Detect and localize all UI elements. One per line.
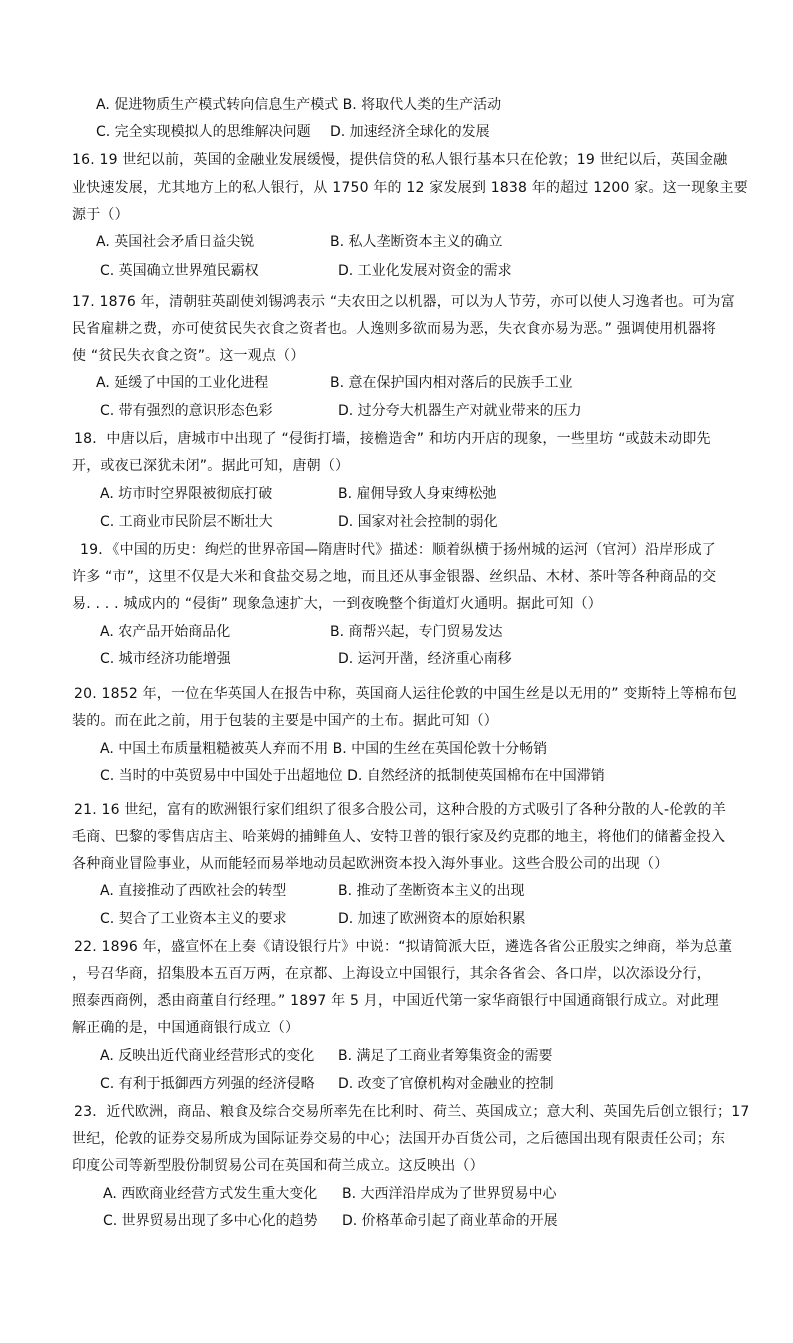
q18-stem-line-2: 开，或夜已深犹未闭”。据此可知，唐朝（） xyxy=(72,458,350,474)
q17-stem-line-3: 使 “贫民失衣食之资”。这一观点（） xyxy=(72,348,305,364)
q22-option-a: A. 反映出近代商业经营形式的变化 xyxy=(100,1048,315,1064)
q16-option-c: C. 英国确立世界殖民霸权 xyxy=(100,263,259,279)
q19-option-c: C. 城市经济功能增强 xyxy=(100,651,231,667)
q23-stem-line-1: 23．近代欧洲，商品、粮食及综合交易所率先在比利时、荷兰、英国成立；意大利、英国先后创立银行；17 xyxy=(74,1104,750,1120)
q15-option-c: C. 完全实现模拟人的思维解决问题 xyxy=(96,124,311,140)
q19-stem-line-3: 易. . . . 城成内的 “侵街” 现象急速扩大，一到夜晚整个街道灯火通明。据此可知（） xyxy=(72,596,603,612)
q15-option-a-b: A. 促进物质生产模式转向信息生产模式 B. 将取代人类的生产活动 xyxy=(96,97,502,113)
q21-stem-line-3: 各种商业冒险事业，从而能轻而易举地动员起欧洲资本投入海外事业。这些合股公司的出现（） xyxy=(72,856,669,872)
q22-option-b: B. 满足了工商业者筹集资金的需要 xyxy=(338,1048,553,1064)
q18-option-d: D. 国家对社会控制的弱化 xyxy=(338,514,498,530)
q22-option-d: D. 改变了官僚机构对金融业的控制 xyxy=(338,1076,554,1092)
q23-option-a: A. 西欧商业经营方式发生重大变化 xyxy=(103,1186,318,1202)
q23-option-c: C. 世界贸易出现了多中心化的趋势 xyxy=(103,1213,318,1229)
q18-option-a: A. 坊市时空界限被彻底打破 xyxy=(100,486,273,502)
q22-option-c: C. 有利于抵御西方列强的经济侵略 xyxy=(100,1076,315,1092)
q16-option-a: A. 英国社会矛盾日益尖锐 xyxy=(96,234,255,250)
q18-option-c: C. 工商业市民阶层不断壮大 xyxy=(100,514,273,530)
q17-option-a: A. 延缓了中国的工业化进程 xyxy=(96,375,269,391)
q21-option-c: C. 契合了工业资本主义的要求 xyxy=(100,911,287,927)
q16-stem-line-2: 业快速发展，尤其地方上的私人银行，从 1750 年的 12 家发展到 1838 年的超过 1200 家。这一现象主要 xyxy=(72,180,748,196)
q16-option-b: B. 私人垄断资本主义的确立 xyxy=(330,234,503,250)
q20-stem-line-1: 20. 1852 年，一位在华英国人在报告中称，英国商人运往伦敦的中国生丝是以无用的” 变斯特上等棉布包 xyxy=(74,686,737,702)
q23-stem-line-2: 世纪，伦敦的证券交易所成为国际证券交易的中心；法国开办百货公司，之后德国出现有限责任公司；东 xyxy=(72,1131,726,1147)
q19-option-b: B. 商帮兴起，专门贸易发达 xyxy=(330,624,503,640)
q22-stem-line-1: 22. 1896 年，盛宣怀在上奏《请设银行片》中说：“拟请简派大臣，遴选各省公正殷实之绅商，举为总董 xyxy=(74,939,733,955)
q19-option-a: A. 农产品开始商品化 xyxy=(100,624,231,640)
q21-stem-line-1: 21. 16 世纪，富有的欧洲银行家们组织了很多合股公司，这种合股的方式吸引了各种分散的人-伦敦的羊 xyxy=(74,802,727,818)
q20-option-a-b: A. 中国土布质量粗糙被英人弃而不用 B. 中国的生丝在英国伦敦十分畅销 xyxy=(100,741,548,757)
q15-option-d: D. 加速经济全球化的发展 xyxy=(330,124,490,140)
q16-stem-line-3: 源于（） xyxy=(72,207,129,223)
q23-option-b: B. 大西洋沿岸成为了世界贸易中心 xyxy=(342,1186,557,1202)
q21-option-a: A. 直接推动了西欧社会的转型 xyxy=(100,883,287,899)
q21-stem-line-2: 毛商、巴黎的零售店店主、哈莱姆的捕鲱鱼人、安特卫普的银行家及约克郡的地主，将他们的储蓄金投入 xyxy=(72,829,726,845)
q22-stem-line-4: 解正确的是，中国通商银行成立（） xyxy=(72,1020,300,1036)
q19-option-d: D. 运河开凿，经济重心南移 xyxy=(338,651,512,667)
q17-stem-line-1: 17. 1876 年，清朝驻英副使刘锡鸿表示 “夫农田之以机器，可以为人节劳，亦可以使人习逸者也。可为富 xyxy=(72,294,735,310)
q20-stem-line-2: 装的。而在此之前，用于包装的主要是中国产的土布。据此可知（） xyxy=(72,713,498,729)
q17-option-c: C. 带有强烈的意识形态色彩 xyxy=(100,403,273,419)
q16-option-d: D. 工业化发展对资金的需求 xyxy=(338,263,512,279)
q16-stem-line-1: 16. 19 世纪以前，英国的金融业发展缓慢，提供信贷的私人银行基本只在伦敦；19 世纪以后，英国金融 xyxy=(72,152,728,168)
q21-option-d: D. 加速了欧洲资本的原始积累 xyxy=(338,911,526,927)
q17-option-d: D. 过分夸大机器生产对就业带来的压力 xyxy=(338,403,582,419)
q21-option-b: B. 推动了垄断资本主义的出现 xyxy=(338,883,525,899)
q17-stem-line-2: 民省雇耕之费，亦可使贫民失衣食之资者也。人逸则多欲而易为恶，失衣食亦易为恶。” 强调使用机器将 xyxy=(72,321,717,337)
q20-option-c-d: C. 当时的中英贸易中中国处于出超地位 D. 自然经济的抵制使英国棉布在中国滞销 xyxy=(100,768,605,784)
q19-stem-line-2: 许多 “市”，这里不仅是大米和食盐交易之地，而且还从事金银器、丝织品、木材、茶叶等各种商品的交 xyxy=(72,569,717,585)
q18-option-b: B. 雇佣导致人身束缚松弛 xyxy=(338,486,497,502)
q22-stem-line-3: 照泰西商例，悉由商董自行经理。” 1897 年 5 月，中国近代第一家华商银行中国通商银行成立。对此理 xyxy=(72,993,719,1009)
q17-option-b: B. 意在保护国内相对落后的民族手工业 xyxy=(330,375,573,391)
q23-stem-line-3: 印度公司等新型股份制贸易公司在英国和荷兰成立。这反映出（） xyxy=(72,1158,484,1174)
q18-stem-line-1: 18．中唐以后，唐城市中出现了 “侵街打墙，接檐造舍” 和坊内开店的现象，一些里坊 “或鼓未动即先 xyxy=(74,431,711,447)
q23-option-d: D. 价格革命引起了商业革命的开展 xyxy=(342,1213,558,1229)
q22-stem-line-2: ，号召华商，招集股本五百万两，在京都、上海设立中国银行，其余各省会、各口岸，以次添设分行， xyxy=(72,966,711,982)
q19-stem-line-1: 19．《中国的历史：绚烂的世界帝国—隋唐时代》描述：顺着纵横于扬州城的运河（官河）沿岸形成了 xyxy=(80,542,717,558)
